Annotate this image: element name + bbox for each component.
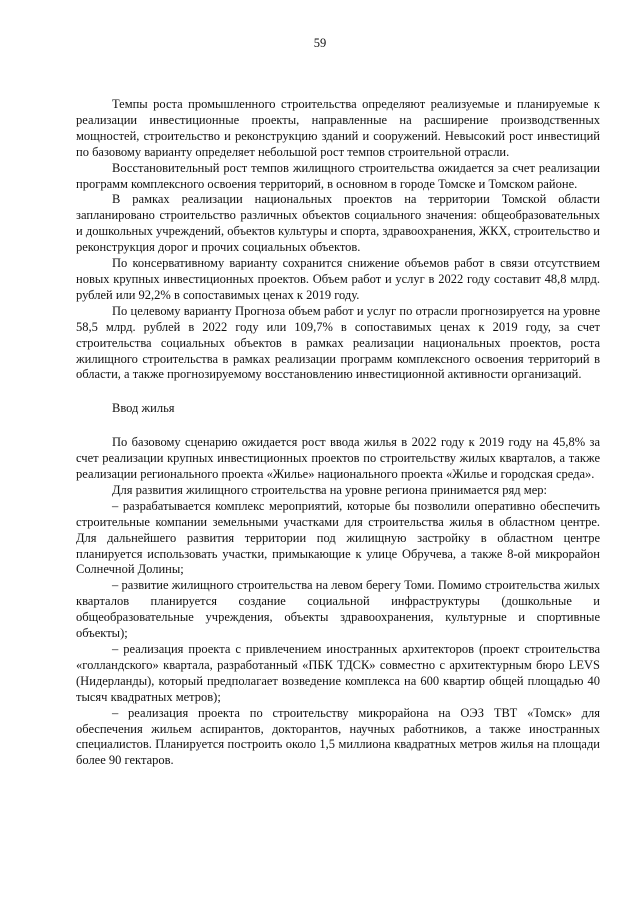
paragraph-base-scenario: По базовому сценарию ожидается рост ввода жилья в 2022 году к 2019 году на 45,8% за счет реализации крупных инвестиционных проектов по строительству жилых кварталов, а также реализации регионального проекта «Жилье» национального проекта «Жилье и городская среда». — [76, 435, 600, 482]
list-item-left-bank: – развитие жилищного строительства на левом берегу Томи. Помимо строительства жилых кварталов планируется создание социальной инфраструктуры (дошкольные и общеобразовательные учреждения, объекты здравоохранения, культурные и спортивные объекты); — [76, 578, 600, 641]
list-item-foreign-architects: – реализация проекта с привлечением иностранных архитекторов (проект строительства «голландского» квартала, разработанный «ПБК ТДСК» совместно с архитектурным бюро LEVS (Нидерланды), который предполагает возведение комплекса на 600 квартир общей площадью 40 тысяч квадратных метров); — [76, 642, 600, 704]
paragraph-industrial-construction: Темпы роста промышленного строительства определяют реализуемые и планируемые к реализации инвестиционные проекты, направленные на расширение производственных мощностей, строительство и реконструкцию зданий и сооружений. Невысокий рост инвестиций по базовому варианту определяет небольшой рост темпов строительной отрасли. — [76, 97, 600, 159]
section-heading: Ввод жилья — [112, 401, 175, 416]
paragraph-national-projects: В рамках реализации национальных проектов на территории Томской области запланировано строительство различных объектов социального значения: общеобразовательных и дошкольных учреждений, объектов культуры и спорта, здравоохранения, ЖКХ, строительство и реконструкция дорог и прочих социальных объектов. — [76, 192, 600, 255]
page-number: 59 — [313, 36, 327, 50]
paragraph-target-scenario: По целевому варианту Прогноза объем работ и услуг по отрасли прогнозируется на уровне 58,5 млрд. рублей в 2022 году или 109,7% в сопоставимых ценах к 2019 году, за счет строительства социальных объектов в рамках реализации национальных проектов, роста жилищного строительства в рамках реализации программ комплексного освоения территорий в области, а также прогнозируемому восстановлению инвестиционной активности организаций. — [76, 303, 600, 382]
paragraph-measures-intro: Для развития жилищного строительства на уровне региона принимается ряд мер: — [112, 482, 547, 497]
paragraph-conservative-scenario: По консервативному варианту сохранится снижение объемов работ в связи отсутствием новых крупных инвестиционных проектов. Объем работ и услуг в 2022 году составит 48,8 млрд. рублей или 92,2% в сопоставимых ценах к 2019 году. — [76, 256, 600, 302]
list-item-sez-microdistrict: – реализация проекта по строительству микрорайона на ОЭЗ ТВТ «Томск» для обеспечения жильем аспирантов, докторантов, научных работников, а также иностранных специалистов. Планируется построить около 1,5 миллиона квадратных метров жилья на площади более 90 гектаров. — [76, 705, 600, 768]
list-item-land-plots: – разрабатывается комплекс мероприятий, которые бы позволили оперативно обеспечить строительные компании земельными участками для строительства жилья в областном центре. Для дальнейшего развития территории под жилищную застройку в областном центре планируется использовать участки, примыкающие к улице Обручева, а также 8-ой микрорайон Солнечной Долины; — [76, 498, 600, 577]
document-body — [76, 97, 600, 769]
paragraph-housing-recovery: Восстановительный рост темпов жилищного строительства ожидается за счет реализации программ комплексного освоения территорий, в основном в городе Томске и Томском районе. — [76, 160, 600, 191]
